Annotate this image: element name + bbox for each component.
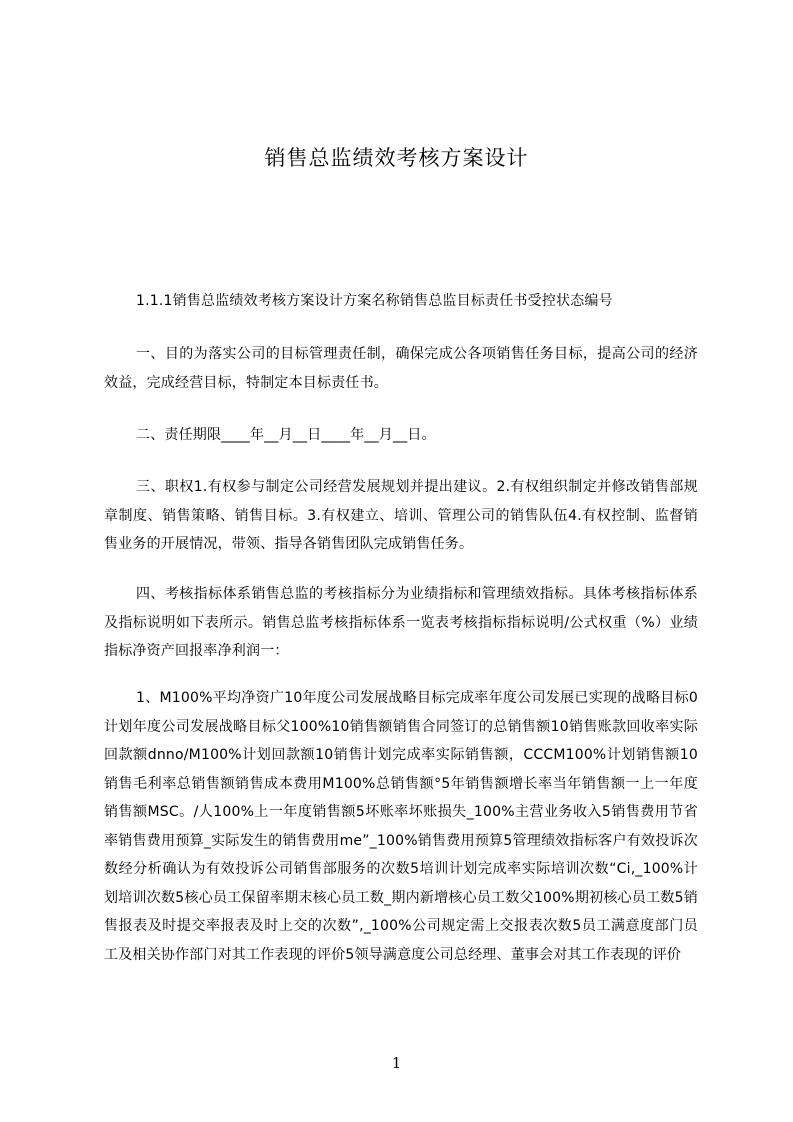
indicator-details-paragraph: 1、M100%平均净资广10年度公司发展战略目标完成率年度公司发展已实现的战略目标0计划年度公司发展战略目标父100%10销售额销售合同签订的总销售额10销售账款回收率实际回款额dnno/M100%计划回款额10销售计划完成率实际销售额，CCCM100%计划销售额10销售毛利率总销售额销售成本费用M100%总销售额°5年销售额增长率当年销售额一上一年度销售额MSC。/人100%上一年度销售额5坏账率坏账损失_100%主营业务收入5销售费用节省率销售费用预算_实际发生的销售费用me”_100%销售费用预算5管理绩效指标客户有效投诉次数经分析确认为有效投诉公司销售部服务的次数5培训计划完成率实际培训次数“Ci,_100%计划培训次数5核心员工保留率期末核心员工数_期内新增核心员工数父100%期初核心员工数5销售报表及时提交率报表及时上交的次数”,_100%公司规定需上交报表次数5员工满意度部门员工及相关协作部门对其工作表现的评价5领导满意度公司总经理、董事会对其工作表现的评价 bbox=[104, 690, 698, 963]
term-paragraph: 二、责任期限____年__月__日____年__月__日。 bbox=[136, 427, 436, 443]
document-title: 销售总监绩效考核方案设计 bbox=[264, 146, 529, 170]
section-heading-paragraph: 1.1.1销售总监绩效考核方案设计方案名称销售总监目标责任书受控状态编号 bbox=[136, 293, 613, 309]
indicator-system-paragraph: 四、考核指标体系销售总监的考核指标分为业绩指标和管理绩效指标。具体考核指标体系及指标说明如下表所示。销售总监考核指标体系一览表考核指标指标说明/公式权重（%）业绩指标净资产回报率净利润一： bbox=[104, 586, 698, 659]
purpose-paragraph: 一、目的为落实公司的目标管理责任制，确保完成公各项销售任务目标，提高公司的经济效益，完成经营目标，特制定本目标责任书。 bbox=[104, 346, 698, 391]
page-number: 1 bbox=[391, 1054, 402, 1072]
authority-paragraph: 三、职权1.有权参与制定公司经营发展规划并提出建议。2.有权组织制定并修改销售部规章制度、销售策略、销售目标。3.有权建立、培训、管理公司的销售队伍4.有权控制、监督销售业务的开展情况，带领、指导各销售团队完成销售任务。 bbox=[104, 479, 698, 552]
